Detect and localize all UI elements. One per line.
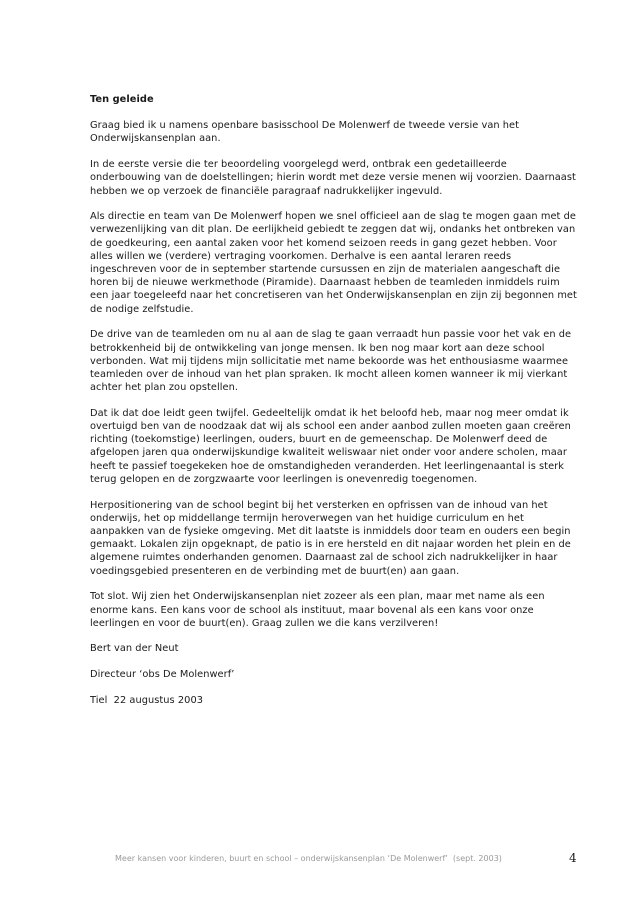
- page-heading: Ten geleide: [90, 94, 154, 105]
- page-number: 4: [569, 851, 577, 865]
- letter-body: [90, 93, 580, 720]
- signature-title: Directeur ‘obs De Molenwerf’: [90, 669, 235, 681]
- paragraph-3: Als directie en team van De Molenwerf hopen we snel officieel aan de slag te mogen gaan met de verwezenlijking van dit plan. De eerlijkheid gebiedt te zeggen dat wij, ondanks het ontbreken van de goedkeuring, een aantal zaken voor het komend seizoen reeds in gang gezet hebben. Voor alles willen we (verdere) vertraging voorkomen. Derhalve is een aantal leraren reeds ingeschreven voor de in september startende cursussen en zijn de materialen aangeschaft die horen bij de nieuwe werkmethode (Piramide). Daarnaast hebben de teamleden inmiddels ruim een jaar toegeleefd naar het concretiseren van het Onderwijskansenplan en zijn zij begonnen met de nodige zelfstudie.: [90, 211, 577, 315]
- signature-name: Bert van der Neut: [90, 643, 179, 655]
- paragraph-4: De drive van de teamleden om nu al aan de slag te gaan verraadt hun passie voor het vak en de betrokkenheid bij de ontwikkeling van jonge mensen. Ik ben nog maar kort aan deze school verbonden. Wat mij tijdens mijn sollicitatie met name bekoorde was het enthousiasme waarmee teamleden over de inhoud van het plan spraken. Ik mocht alleen komen wanneer ik mij vierkant achter het plan zou opstellen.: [90, 329, 572, 394]
- place-date: Tiel 22 augustus 2003: [90, 694, 204, 706]
- paragraph-5: Dat ik dat doe leidt geen twijfel. Gedeeltelijk omdat ik het beloofd heb, maar nog meer omdat ik overtuigd ben van de noodzaak dat wij als school een ander aanbod zullen moeten gaan creëren richting (toekomstige) leerlingen, ouders, buurt en de gemeenschap. De Molenwerf deed de afgelopen jaren qua onderwijskundige kwaliteit weliswaar niet onder voor andere scholen, maar heeft te passief toegekeken hoe de omstandigheden veranderden. Het leerlingenaantal is sterk terug gelopen en de zorgzwaarte voor leerlingen is onevenredig toegenomen.: [90, 407, 571, 485]
- paragraph-7: Tot slot. Wij zien het Onderwijskansenplan niet zozeer als een plan, maar met name als een enorme kans. Een kans voor de school als instituut, maar bovenal als een kans voor onze leerlingen en voor de buurt(en). Graag zullen we die kans verzilveren!: [90, 591, 545, 629]
- page-footer: Meer kansen voor kinderen, buurt en school – onderwijskansenplan ‘De Molenwerf’ (sept. 2003): [115, 854, 502, 863]
- paragraph-1: Graag bied ik u namens openbare basisschool De Molenwerf de tweede versie van het Onderwijskansenplan aan.: [90, 120, 520, 145]
- paragraph-2: In de eerste versie die ter beoordeling voorgelegd werd, ontbrak een gedetailleerde onderbouwing van de doelstellingen; hierin wordt met deze versie menen wij voorzien. Daarnaast hebben we op verzoek de financiële paragraaf nadrukkelijker ingevuld.: [90, 159, 576, 197]
- paragraph-6: Herpositionering van de school begint bij het versterken en opfrissen van de inhoud van het onderwijs, het op middellange termijn heroverwegen van het huidige curriculum en het aanpakken van de fysieke omgeving. Met dit laatste is inmiddels door team en ouders een begin gemaakt. Lokalen zijn opgeknapt, de patio is in ere hersteld en dit najaar worden het plein en de algemene ruimtes onderhanden genomen. Daarnaast zal de school zich nadrukkelijker in haar voedingsgebied presenteren en de verbinding met de buurt(en) aan gaan.: [90, 499, 571, 577]
